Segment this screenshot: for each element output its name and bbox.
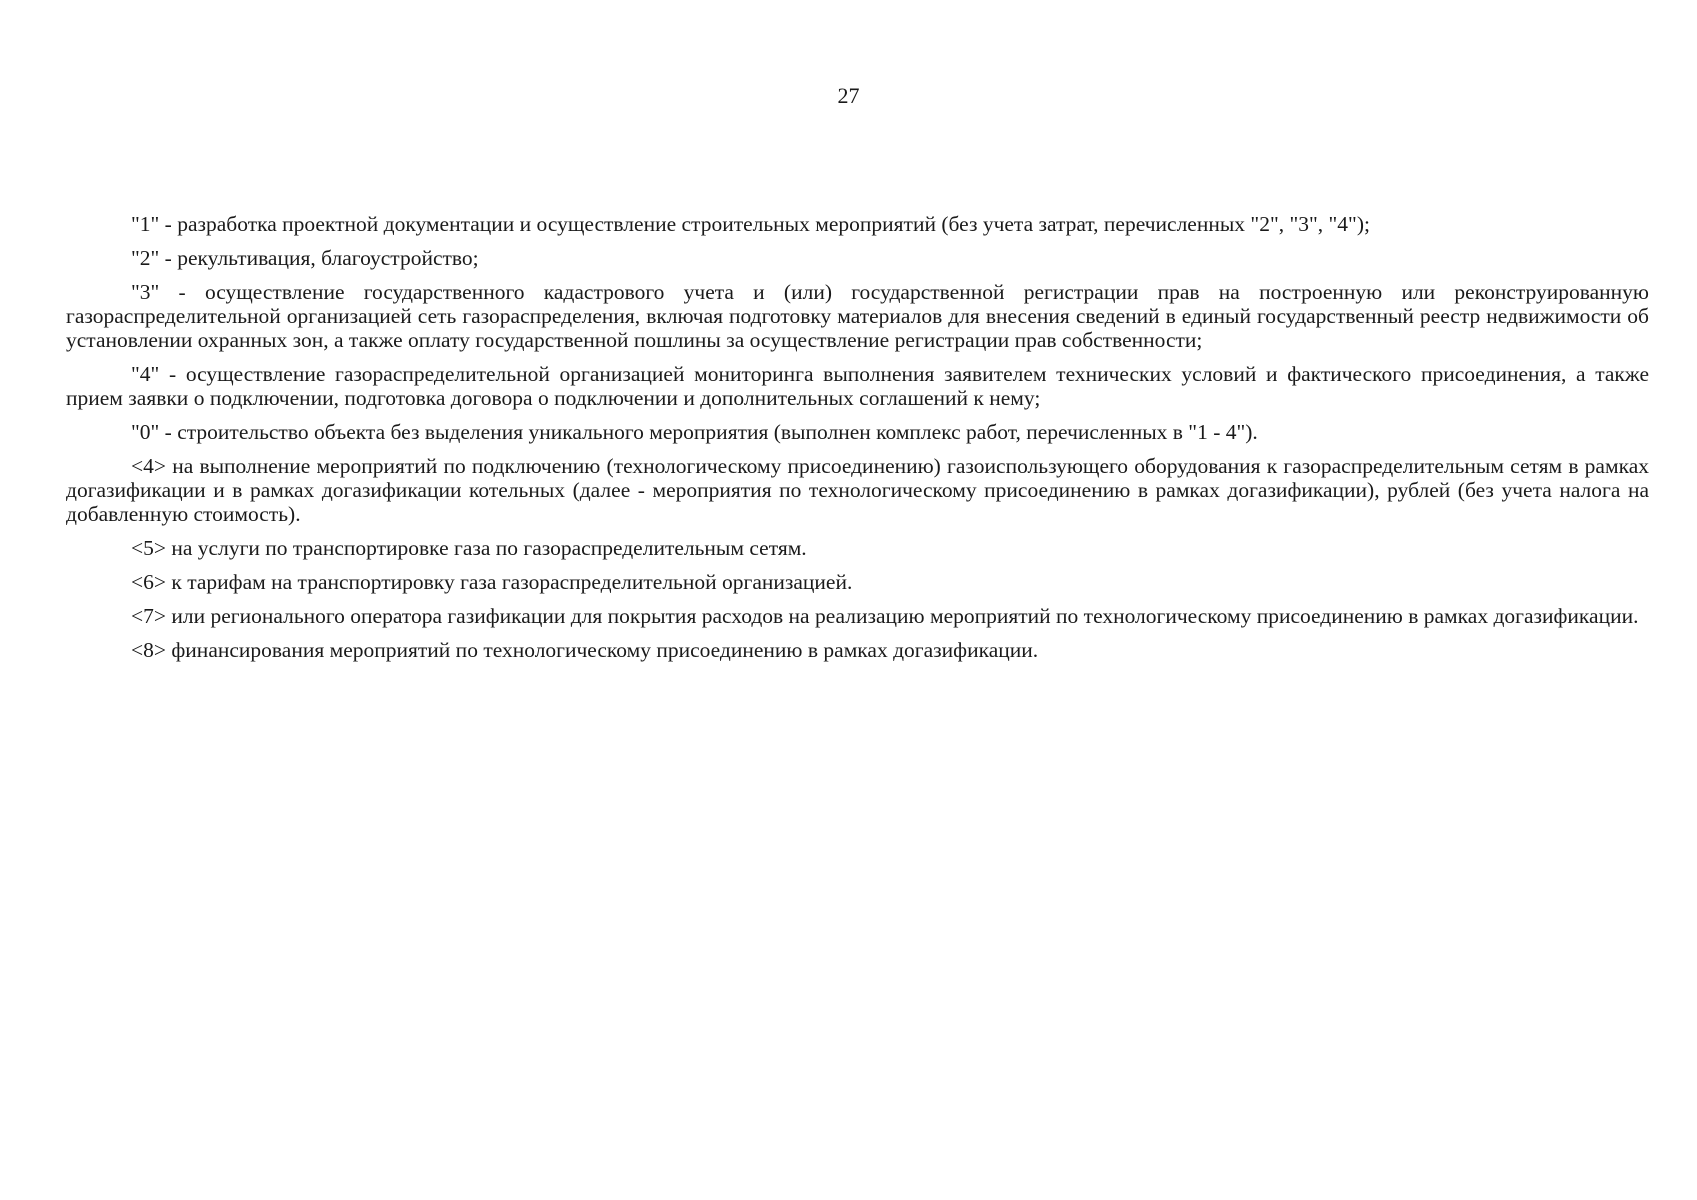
cost-code-2: "2" - рекультивация, благоустройство; [131, 246, 479, 270]
cost-code-4: "4" - осуществление газораспределительной организацией мониторинга выполнения заявителем технических условий и фактического присоединения, а также прием заявки о подключении, подготовка договора о подключении и дополнительных соглашений к нему; [66, 362, 1649, 410]
footnote-7: <7> или регионального оператора газификации для покрытия расходов на реализацию мероприятий по технологическому присоединению в рамках догазификации. [131, 604, 1639, 628]
cost-code-3: "3" - осуществление государственного кадастрового учета и (или) государственной регистрации прав на построенную или реконструированную газораспределительной организацией сеть газораспределения, включая подготовку материалов для внесения сведений в единый государственный реестр недвижимости об установлении охранных зон, а также оплату государственной пошлины за осуществление регистрации прав собственности; [66, 280, 1649, 352]
footnote-6: <6> к тарифам на транспортировку газа газораспределительной организацией. [131, 570, 853, 594]
cost-code-1: "1" - разработка проектной документации и осуществление строительных мероприятий (без учета затрат, перечисленных "2", "3", "4"); [131, 212, 1370, 236]
cost-code-0: "0" - строительство объекта без выделения уникального мероприятия (выполнен комплекс работ, перечисленных в "1 - 4"). [131, 420, 1258, 444]
page-number: 27 [837, 83, 860, 108]
footnote-8: <8> финансирования мероприятий по технологическому присоединению в рамках догазификации. [131, 638, 1039, 662]
footnote-5: <5> на услуги по транспортировке газа по газораспределительным сетям. [131, 536, 807, 560]
footnote-4: <4> на выполнение мероприятий по подключению (технологическому присоединению) газоиспользующего оборудования к газораспределительным сетям в рамках догазификации и в рамках догазификации котельных (далее - мероприятия по технологическому присоединению в рамках догазификации), рублей (без учета налога на добавленную стоимость). [66, 454, 1649, 526]
footnotes-body [66, 212, 1649, 672]
